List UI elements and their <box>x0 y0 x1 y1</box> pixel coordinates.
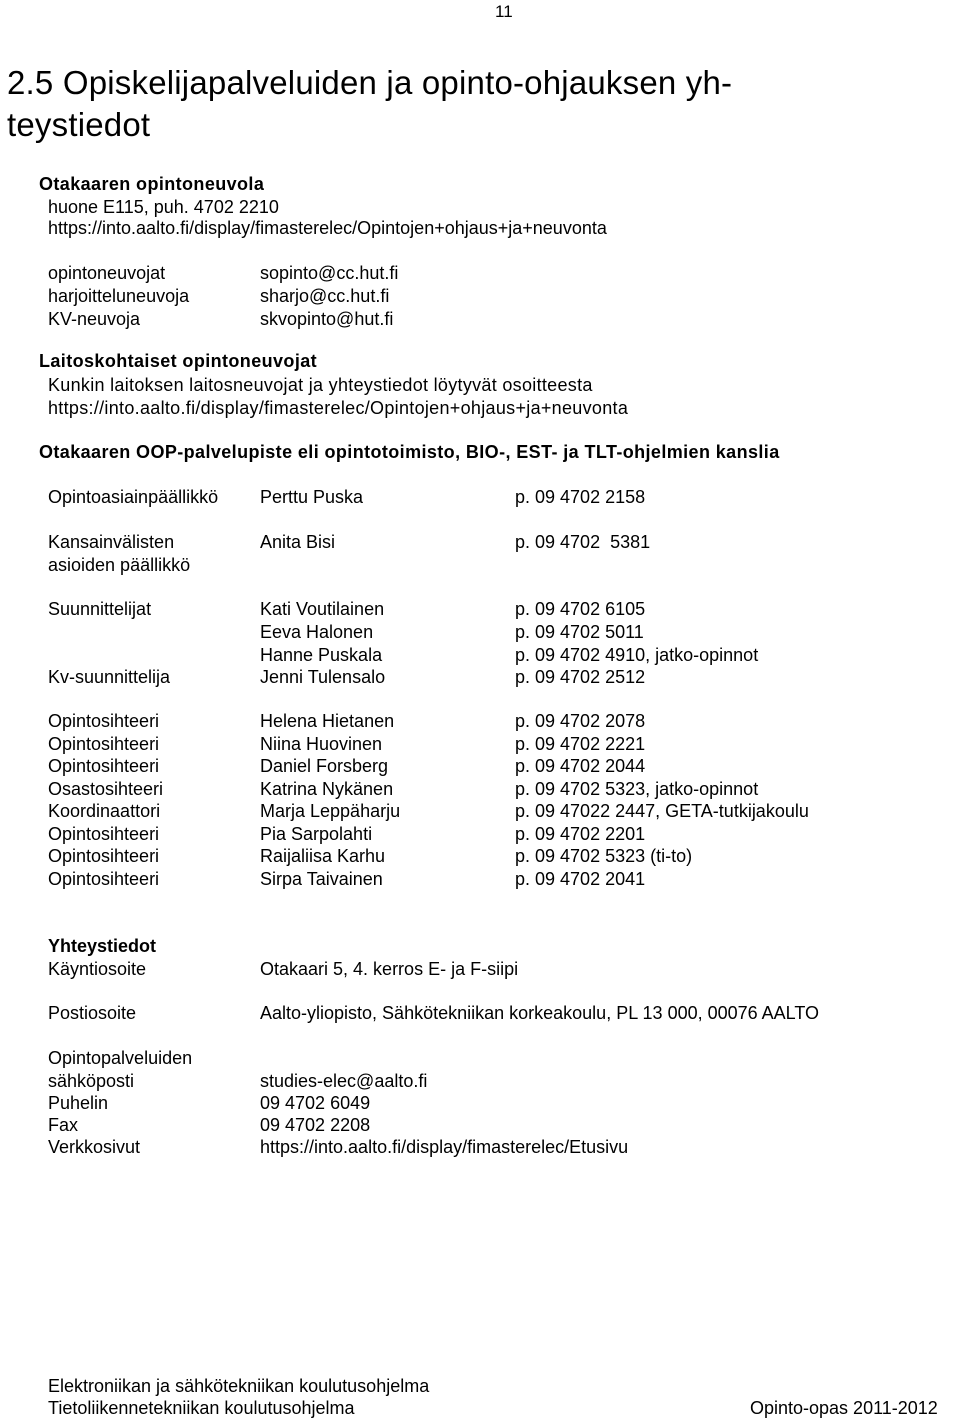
staff-name: Eeva Halonen <box>260 622 374 642</box>
staff-name: Hanne Puskala <box>260 645 383 665</box>
staff-role-line-2: asioiden päällikkö <box>48 555 191 575</box>
staff-role: Opintosihteeri <box>48 846 160 866</box>
staff-role: Osastosihteeri <box>48 779 164 799</box>
department-advisors-text: Kunkin laitoksen laitosneuvojat ja yhteystiedot löytyvät osoitteesta <box>48 375 593 395</box>
department-advisors-url[interactable]: https://into.aalto.fi/display/fimasterelec/Opintojen+ohjaus+ja+neuvonta <box>48 398 629 418</box>
staff-name: Sirpa Taivainen <box>260 869 383 889</box>
advisor-email[interactable]: skvopinto@hut.fi <box>260 309 394 329</box>
clinic-heading: Otakaaren opintoneuvola <box>39 174 265 194</box>
staff-name: Marja Leppäharju <box>260 801 401 821</box>
contact-label: Opintopalveluiden <box>48 1048 193 1068</box>
staff-name: Helena Hietanen <box>260 711 395 731</box>
contact-value: Otakaari 5, 4. kerros E- ja F-siipi <box>260 959 519 979</box>
staff-name: Niina Huovinen <box>260 734 383 754</box>
staff-name: Kati Voutilainen <box>260 599 385 619</box>
staff-phone: p. 09 4702 5011 <box>515 622 644 642</box>
page-title-line-1: 2.5 Opiskelijapalveluiden ja opinto-ohjauksen yh- <box>7 64 733 101</box>
staff-name: Daniel Forsberg <box>260 756 389 776</box>
advisor-email[interactable]: sopinto@cc.hut.fi <box>260 263 399 283</box>
staff-name: Katrina Nykänen <box>260 779 394 799</box>
staff-phone: p. 09 47022 2447, GETA-tutkijakoulu <box>515 801 809 821</box>
footer-guide-year: Opinto-opas 2011-2012 <box>750 1398 938 1418</box>
staff-role: Kansainvälisten <box>48 532 175 552</box>
staff-role: Opintosihteeri <box>48 711 160 731</box>
staff-phone: p. 09 4702 5323 (ti-to) <box>515 846 693 866</box>
staff-role: Kv-suunnittelija <box>48 667 171 687</box>
staff-role: Opintosihteeri <box>48 869 160 889</box>
staff-role: Opintosihteeri <box>48 734 160 754</box>
contact-value: Aalto-yliopisto, Sähkötekniikan korkeakoulu, PL 13 000, 00076 AALTO <box>260 1003 820 1023</box>
advisor-role: opintoneuvojat <box>48 263 166 283</box>
contact-email-link[interactable]: studies-elec@aalto.fi <box>260 1071 428 1091</box>
staff-name: Jenni Tulensalo <box>260 667 386 687</box>
contact-heading: Yhteystiedot <box>48 936 157 956</box>
staff-phone: p. 09 4702 2041 <box>515 869 646 889</box>
staff-phone: p. 09 4702 2512 <box>515 667 646 687</box>
staff-phone: p. 09 4702 4910, jatko-opinnot <box>515 645 759 665</box>
contact-value: 09 4702 6049 <box>260 1093 371 1113</box>
staff-phone: p. 09 4702 5381 <box>515 532 651 552</box>
staff-role: Opintosihteeri <box>48 824 160 844</box>
page-number: 11 <box>495 2 513 21</box>
staff-phone: p. 09 4702 5323, jatko-opinnot <box>515 779 759 799</box>
staff-phone: p. 09 4702 2158 <box>515 487 646 507</box>
footer-programme-2: Tietoliikennetekniikan koulutusohjelma <box>48 1398 355 1418</box>
staff-role: Suunnittelijat <box>48 599 152 619</box>
contact-value: 09 4702 2208 <box>260 1115 371 1135</box>
contact-label-line-2: sähköposti <box>48 1071 135 1091</box>
staff-phone: p. 09 4702 2221 <box>515 734 646 754</box>
advisor-role: KV-neuvoja <box>48 309 141 329</box>
staff-phone: p. 09 4702 2078 <box>515 711 646 731</box>
staff-name: Raijaliisa Karhu <box>260 846 386 866</box>
staff-name: Pia Sarpolahti <box>260 824 373 844</box>
clinic-room: huone E115, puh. 4702 2210 <box>48 197 279 217</box>
staff-phone: p. 09 4702 2201 <box>515 824 646 844</box>
contact-label: Fax <box>48 1115 79 1135</box>
advisor-role: harjoitteluneuvoja <box>48 286 190 306</box>
contact-label: Postiosoite <box>48 1003 137 1023</box>
staff-name: Anita Bisi <box>260 532 336 552</box>
contact-label: Puhelin <box>48 1093 109 1113</box>
staff-role: Opintosihteeri <box>48 756 160 776</box>
clinic-url[interactable]: https://into.aalto.fi/display/fimasterelec/Opintojen+ohjaus+ja+neuvonta <box>48 218 607 238</box>
staff-role: Koordinaattori <box>48 801 161 821</box>
department-advisors-heading: Laitoskohtaiset opintoneuvojat <box>39 351 318 371</box>
staff-phone: p. 09 4702 2044 <box>515 756 646 776</box>
contact-label: Verkkosivut <box>48 1137 141 1157</box>
contact-label: Käyntiosoite <box>48 959 147 979</box>
advisor-email[interactable]: sharjo@cc.hut.fi <box>260 286 390 306</box>
contact-website-link[interactable]: https://into.aalto.fi/display/fimasterelec/Etusivu <box>260 1137 629 1157</box>
oop-office-heading: Otakaaren OOP-palvelupiste eli opintotoimisto, BIO-, EST- ja TLT-ohjelmien kanslia <box>39 442 780 462</box>
page-title-line-2: teystiedot <box>7 106 151 143</box>
footer-programme-1: Elektroniikan ja sähkötekniikan koulutusohjelma <box>48 1376 430 1396</box>
staff-phone: p. 09 4702 6105 <box>515 599 646 619</box>
staff-name: Perttu Puska <box>260 487 364 507</box>
staff-role: Opintoasiainpäällikkö <box>48 487 219 507</box>
